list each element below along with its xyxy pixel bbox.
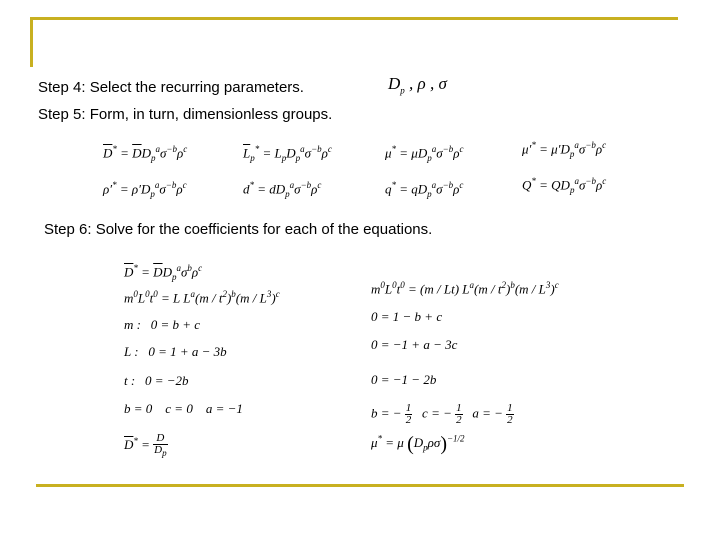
right-eq-result: μ* = μ $(D_p\rho\sigma)^{-1/2}$ — [371, 433, 465, 455]
step-6-text: Step 6: Solve for the coefficients for each of the equations. — [44, 221, 433, 238]
group-length: $\overline{L}_p^* = L_pD_p^a\sigma^{-b}\rho^c$ — [243, 144, 332, 163]
right-eq-coefficients: b = − $\frac{1}{2}$ c = − $\frac{1}{2}$ a = − $\frac{1}{2}$ — [371, 402, 513, 426]
right-eq-time: 0 = −1 − 2b — [371, 372, 437, 387]
group-flow-rate: $Q^* = QD_p^a\sigma^{-b}\rho^c$ — [522, 176, 607, 195]
step-5-text: Step 5: Form, in turn, dimensionless groups. — [38, 106, 333, 123]
bottom-accent-bar — [36, 484, 684, 487]
group-small-q: $q^* = qD_p^a\sigma^{-b}\rho^c$ — [385, 180, 464, 199]
left-eq-dimensions: $m^0L^0t^0 = L$ $L^a(m / t^2)^b(m / L^3)^c$ — [124, 289, 280, 306]
left-eq-definition: $\overline{D}^* = \overline{D}D_p^a\sigma^b\rho^c$ — [124, 263, 203, 282]
left-eq-coefficients: b = 0 c = 0 a = −1 — [124, 401, 243, 416]
group-small-d: $d^* = dD_p^a\sigma^{-b}\rho^c$ — [243, 180, 322, 199]
left-eq-result: $\overline{D}^*$ = $\frac{D}{D_p}$ — [124, 432, 167, 459]
right-eq-length: 0 = −1 + a − 3c — [371, 337, 458, 352]
group-diameter: $\overline{D}^* = \overline{D}D_p^a\sigma^{-b}\rho^c$ — [103, 144, 188, 163]
top-accent-bar — [30, 17, 678, 20]
right-eq-mass: 0 = 1 − b + c — [371, 309, 443, 324]
group-viscosity: $\mu^* = \mu D_p^a\sigma^{-b}\rho^c$ — [385, 144, 464, 163]
left-eq-time: t : 0 = −2b — [124, 373, 189, 388]
left-accent-bar — [30, 17, 33, 67]
group-viscosity-prime: $\mu'^* = \mu'D_p^a\sigma^{-b}\rho^c$ — [522, 140, 607, 159]
recurring-parameters: $D_p$ , ρ , σ — [388, 74, 447, 96]
group-density-prime: $\rho'^* = \rho'D_p^a\sigma^{-b}\rho^c$ — [103, 180, 187, 199]
left-eq-length: L : 0 = 1 + a − 3b — [124, 344, 227, 359]
right-eq-dimensions: $m^0L^0t^0 = (m / Lt)$ $L^a(m / t^2)^b(m / L^3)^c$ — [371, 280, 559, 297]
step-4-text: Step 4: Select the recurring parameters. — [38, 79, 304, 96]
left-eq-mass: m : 0 = b + c — [124, 317, 201, 332]
